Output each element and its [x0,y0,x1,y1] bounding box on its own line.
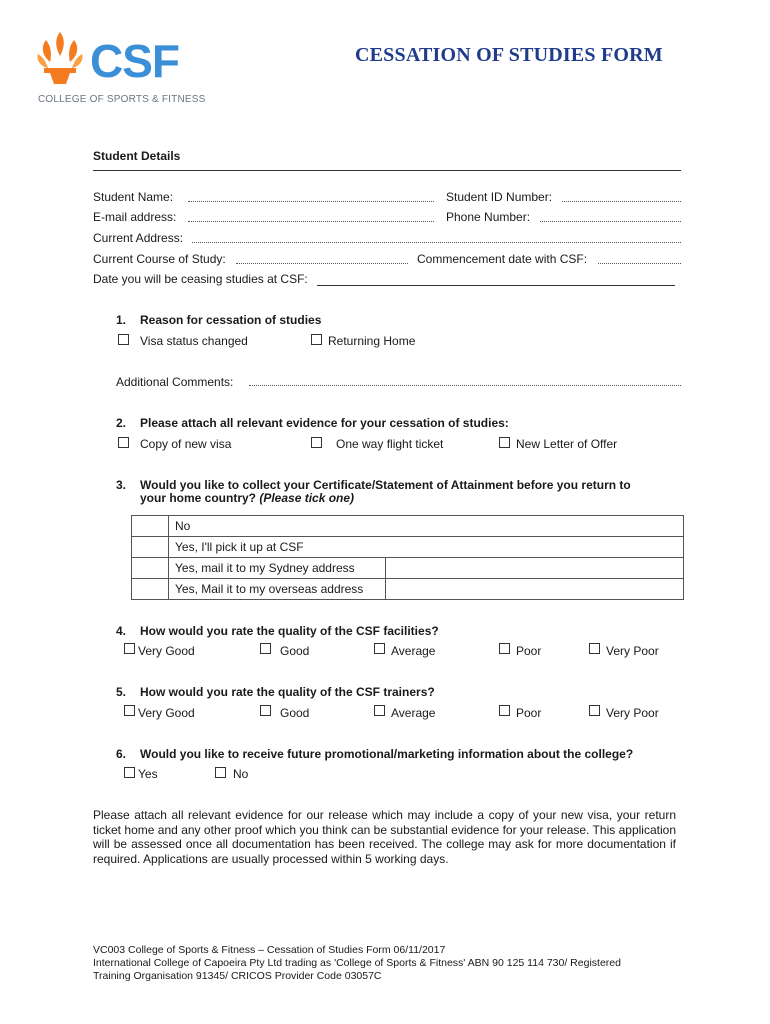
footer-line: International College of Capoeira Pty Ltd trading as 'College of Sports & Fitness' ABN 90 125 114 730/ Registered [93,957,621,969]
option-label: Yes [138,767,158,781]
flame-icon [34,30,86,90]
checkbox-letter-offer[interactable] [499,437,510,448]
email-label: E-mail address: [93,210,177,224]
option-label: Average [391,706,436,720]
question-number: 5. [116,685,127,699]
question-text: How would you rate the quality of the CSF trainers? [140,685,435,699]
comments-field[interactable] [249,385,681,386]
option-cell: Yes, mail it to my Sydney address [169,558,386,579]
ceasing-date-field[interactable] [317,285,675,286]
question-number: 1. [116,313,127,327]
question-text-continued [140,491,354,505]
ceasing-date-label: Date you will be ceasing studies at CSF: [93,272,308,286]
option-label: Very Poor [606,644,659,658]
comments-label: Additional Comments: [116,375,234,389]
address-label: Current Address: [93,231,184,245]
address-cell[interactable] [386,558,684,579]
checkbox-returning-home[interactable] [311,334,322,345]
table-row [132,537,684,558]
option-label: Poor [516,706,542,720]
checkbox-facilities-very-good[interactable] [124,643,135,654]
student-id-label: Student ID Number: [446,190,553,204]
option-label: One way flight ticket [336,437,444,451]
question-instruction: (Please tick one) [259,491,355,505]
email-field[interactable] [188,221,434,222]
question-text: Reason for cessation of studies [140,313,322,327]
checkbox-trainers-poor[interactable] [499,705,510,716]
checkbox-trainers-average[interactable] [374,705,385,716]
commencement-label: Commencement date with CSF: [417,252,588,266]
option-cell: Yes, I'll pick it up at CSF [169,537,684,558]
table-row [132,579,684,600]
course-field[interactable] [236,263,408,264]
commencement-field[interactable] [598,263,681,264]
option-label: New Letter of Offer [516,437,618,451]
question-number: 2. [116,416,127,430]
phone-label: Phone Number: [446,210,531,224]
course-label: Current Course of Study: [93,252,226,266]
question-number: 4. [116,624,127,638]
footer-line: Training Organisation 91345/ CRICOS Provider Code 03057C [93,970,382,982]
question-text-part: your home country? [140,491,260,505]
option-label: Average [391,644,436,658]
student-id-field[interactable] [562,201,681,202]
checkbox-flight-ticket[interactable] [311,437,322,448]
logo-letters: CSF [90,35,179,87]
checkbox-visa-status[interactable] [118,334,129,345]
option-cell: No [169,516,684,537]
checkbox-marketing-yes[interactable] [124,767,135,778]
checkbox-trainers-very-good[interactable] [124,705,135,716]
collection-options-table [131,515,684,600]
checkbox-facilities-good[interactable] [260,643,271,654]
student-name-label: Student Name: [93,190,174,204]
checkbox-cell[interactable] [132,558,169,579]
question-text: Please attach all relevant evidence for your cessation of studies: [140,416,509,430]
footer-line: VC003 College of Sports & Fitness – Cessation of Studies Form 06/11/2017 [93,944,446,956]
option-label: Good [280,706,310,720]
checkbox-copy-visa[interactable] [118,437,129,448]
option-label: Very Good [138,644,195,658]
question-text: How would you rate the quality of the CSF facilities? [140,624,439,638]
checkbox-trainers-good[interactable] [260,705,271,716]
page-title: CESSATION OF STUDIES FORM [355,44,663,66]
option-label: Good [280,644,310,658]
student-name-field[interactable] [188,201,434,202]
logo-tagline: COLLEGE OF SPORTS & FITNESS [38,94,206,105]
option-label: Very Good [138,706,195,720]
footer [93,944,683,983]
option-label: Copy of new visa [140,437,232,451]
checkbox-facilities-poor[interactable] [499,643,510,654]
checkbox-cell[interactable] [132,516,169,537]
question-number: 3. [116,478,127,492]
section-heading: Student Details [93,149,181,163]
instructions-paragraph: Please attach all relevant evidence for our release which may include a copy of your new visa, your return ticket home and any other proof which you think can be substantial evidence for your release. This application will be assessed once all documentation has been received. The college may ask for more documentation if required. Applications are usually processed within 5 working days. [93,808,676,866]
checkbox-facilities-very-poor[interactable] [589,643,600,654]
option-label: Poor [516,644,542,658]
option-label: Visa status changed [140,334,248,348]
question-text: Would you like to receive future promotional/marketing information about the college? [140,747,634,761]
checkbox-cell[interactable] [132,579,169,600]
address-field[interactable] [192,242,681,243]
phone-field[interactable] [540,221,681,222]
address-cell[interactable] [386,579,684,600]
question-number: 6. [116,747,127,761]
option-label: Returning Home [328,334,416,348]
checkbox-trainers-very-poor[interactable] [589,705,600,716]
table-row [132,516,684,537]
option-label: Very Poor [606,706,659,720]
checkbox-facilities-average[interactable] [374,643,385,654]
option-label: No [233,767,249,781]
option-cell: Yes, Mail it to my overseas address [169,579,386,600]
checkbox-marketing-no[interactable] [215,767,226,778]
checkbox-cell[interactable] [132,537,169,558]
question-text: Would you like to collect your Certificate/Statement of Attainment before you return to [140,478,631,492]
table-row [132,558,684,579]
section-divider [93,170,681,171]
